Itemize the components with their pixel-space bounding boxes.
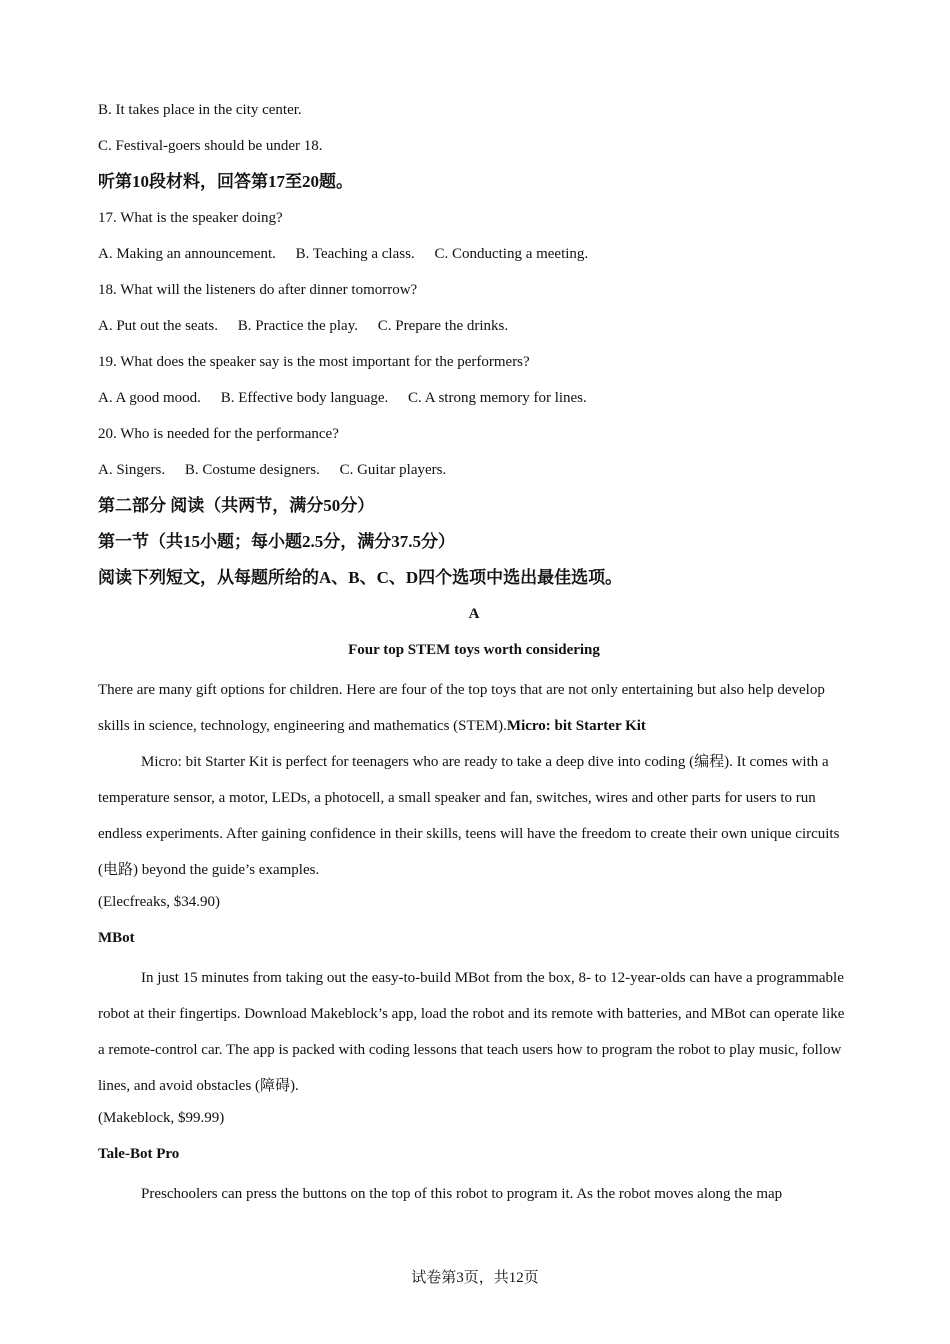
- question-17: 17. What is the speaker doing?: [98, 210, 283, 226]
- option: B. Practice the play.: [237, 318, 358, 334]
- option: A. Put out the seats.: [98, 318, 218, 334]
- toy1-description: Micro: bit Starter Kit is perfect for teenagers who are ready to take a deep dive into coding (编程). It comes with a temperature sensor, a motor, LEDs, a photocell, a small speaker and fan, switches, wires and other parts for users to run endless experiments. After gaining confidence in their skills, teens will have the freedom to create their own unique circuits (电路) beyond the guide’s examples.: [98, 754, 840, 878]
- toy1-price: (Elecfreaks, $34.90): [98, 894, 221, 910]
- section-heading: 听第10段材料，回答第17至20题。: [98, 172, 353, 191]
- toy3-description: Preschoolers can press the buttons on the top of this robot to program it. As the robot moves along the map: [141, 1186, 783, 1202]
- part-two-heading: 第二部分 阅读（共两节，满分50分）: [98, 496, 375, 515]
- option: C. A strong memory for lines.: [408, 390, 587, 406]
- instruction: 阅读下列短文，从每题所给的A、B、C、D四个选项中选出最佳选项。: [98, 568, 623, 587]
- question-20: 20. Who is needed for the performance?: [98, 426, 339, 442]
- toy2-name: MBot: [98, 930, 135, 946]
- option: C. Guitar players.: [339, 462, 447, 478]
- exam-page: [98, 96, 850, 1212]
- option: A. A good mood.: [98, 390, 201, 406]
- question-18-options: [98, 312, 850, 348]
- question-17-options: [98, 240, 850, 276]
- toy1-name: Micro: bit Starter Kit: [506, 718, 646, 734]
- option: A. Singers.: [98, 462, 166, 478]
- option: C. Prepare the drinks.: [377, 318, 509, 334]
- toy3-name: Tale-Bot Pro: [98, 1146, 180, 1162]
- option: A. Making an announcement.: [98, 246, 276, 262]
- option: B. Teaching a class.: [295, 246, 415, 262]
- toy2-description: In just 15 minutes from taking out the easy-to-build MBot from the box, 8- to 12-year-olds can have a programmable robot at their fingertips. Download Makeblock’s app, load the robot and its remote with batteries, and MBot can operate like a remote-control car. The app is packed with coding lessons that teach users how to program the robot to play music, follow lines, and avoid obstacles (障碍).: [98, 970, 845, 1094]
- question-18: 18. What will the listeners do after dinner tomorrow?: [98, 282, 418, 298]
- option-line: B. It takes place in the city center.: [98, 102, 302, 118]
- toy2-price: (Makeblock, $99.99): [98, 1110, 225, 1126]
- passage-intro: [98, 672, 850, 744]
- passage-letter: A: [468, 606, 480, 622]
- option: B. Effective body language.: [220, 390, 389, 406]
- question-19: 19. What does the speaker say is the most important for the performers?: [98, 354, 530, 370]
- section-one-heading: 第一节（共15小题；每小题2.5分，满分37.5分）: [98, 532, 455, 551]
- question-19-options: [98, 384, 850, 420]
- option-line: C. Festival-goers should be under 18.: [98, 138, 323, 154]
- option: B. Costume designers.: [184, 462, 320, 478]
- option: C. Conducting a meeting.: [434, 246, 589, 262]
- page-footer: 试卷第3页，共12页: [411, 1270, 539, 1286]
- passage-title: Four top STEM toys worth considering: [348, 642, 600, 658]
- intro-text: There are many gift options for children. Here are four of the top toys that are not only entertaining but also help develop skills in science, technology, engineering and mathematics (STEM).: [98, 682, 825, 734]
- question-20-options: [98, 456, 850, 492]
